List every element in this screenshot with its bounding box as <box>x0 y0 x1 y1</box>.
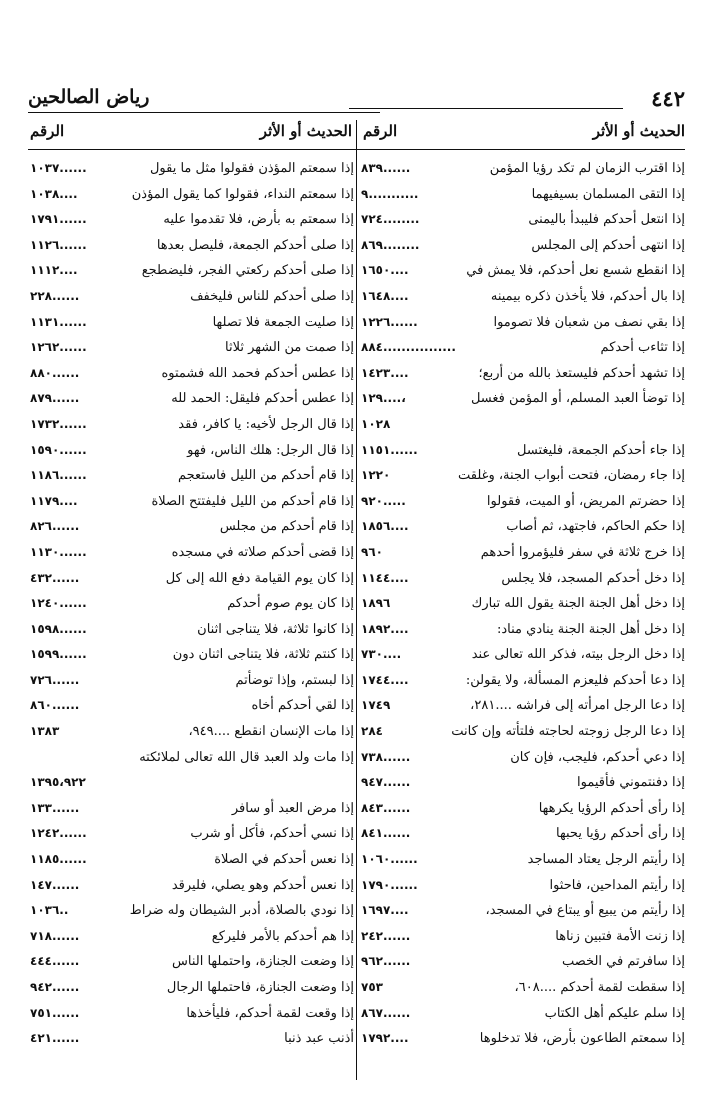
entry-text: إذا دعي أحدكم، فليجب، فإن كان <box>510 749 685 765</box>
index-entry <box>361 593 685 619</box>
entry-number: ٩........... <box>361 186 419 201</box>
index-entry <box>30 747 354 773</box>
entry-number: ١٢٦٢...... <box>30 340 87 355</box>
entry-number: ١٢٤٢...... <box>30 826 87 841</box>
entry-number: ٧٥٣ <box>361 980 383 994</box>
entry-number: ١١٨٥...... <box>30 852 87 867</box>
index-entry <box>30 568 354 594</box>
index-entry <box>361 209 685 235</box>
index-entry <box>30 337 354 363</box>
entry-text: إذا قام أحدكم من الليل فليفتتح الصلاة <box>151 493 354 509</box>
entry-text: إذا بال أحدكم، فلا يأخذن ذكره بيمينه <box>490 288 685 304</box>
entry-text: إذا سمعتم النداء، فقولوا كما يقول المؤذن <box>131 186 354 202</box>
entry-text: إذا انتهى أحدكم إلى المجلس <box>531 237 685 253</box>
entry-text: إذا لقي أحدكم أخاه <box>251 698 354 714</box>
entry-number: ٢٤٢...... <box>361 928 411 943</box>
column-divider <box>356 120 357 1080</box>
entry-text: إذا مات ولد العبد قال الله تعالى لملائكته <box>139 749 354 765</box>
entry-number: ١١١٢.... <box>30 263 78 278</box>
entry-text: إذا لبستم، وإذا توضأتم <box>235 672 354 688</box>
index-entry <box>30 184 354 210</box>
entry-number: ١٨٥٦.... <box>361 519 409 534</box>
index-entry <box>361 542 685 568</box>
entry-number: ١٠٢٨ <box>361 416 391 431</box>
index-entry <box>30 516 354 542</box>
entry-text: إذا قال الرجل لأخيه: يا كافر، فقد <box>178 416 354 432</box>
index-entry <box>30 1028 354 1054</box>
entry-number: ١٥٩٨...... <box>30 621 87 636</box>
entry-number: ١٠٣٨.... <box>30 186 78 201</box>
entry-text: إذا قضى أحدكم صلاته في مسجده <box>171 544 354 560</box>
index-entry <box>30 619 354 645</box>
entry-number: ١١٤٤.... <box>361 570 409 585</box>
entry-number: ٩٦٠ <box>361 544 383 559</box>
entry-text: إذا سمعتم المؤذن فقولوا مثل ما يقول <box>149 161 354 176</box>
entry-text: إذا رأى أحدكم رؤيا يحبها <box>556 826 685 842</box>
index-entry <box>361 798 685 824</box>
entry-text: إذا بقي نصف من شعبان فلا تصوموا <box>493 314 685 330</box>
entry-text: إذا مات الإنسان انقطع ....٩٤٩، <box>188 724 354 740</box>
entry-number: ١١٥١...... <box>361 442 418 457</box>
entry-text: إذا كان يوم صوم أحدكم <box>227 596 354 612</box>
entry-text: إذا انتعل أحدكم فليبدأ باليمنى <box>528 212 685 228</box>
index-entry <box>30 798 354 824</box>
entry-text: إذا صلى أحدكم ركعتي الفجر، فليضطجع <box>141 263 354 279</box>
entry-text: إذا نعس أحدكم في الصلاة <box>214 852 354 868</box>
index-entry <box>30 721 354 747</box>
index-entry <box>361 491 685 517</box>
index-entry <box>361 516 685 542</box>
index-entry <box>361 619 685 645</box>
index-entry <box>361 823 685 849</box>
index-entry <box>30 977 354 1003</box>
entry-text: إذا دعا الرجل زوجته لحاجته فلتأته وإن كانت <box>451 724 685 740</box>
column-header-hadith: الحديث أو الأثر <box>259 122 352 140</box>
entry-number: ١٧٩١...... <box>30 212 87 227</box>
entry-number: ١٧٤٩ <box>361 698 391 713</box>
entry-number: ٨٤٣...... <box>361 800 411 815</box>
index-entry <box>30 465 354 491</box>
index-entry <box>30 312 354 338</box>
entry-number: ٤٣٢...... <box>30 570 80 585</box>
entry-number: ٤٢١...... <box>30 1031 80 1046</box>
entry-number: ١١٢٦...... <box>30 237 87 252</box>
entry-number: ٨٦٩........ <box>361 237 420 252</box>
entry-text: إذا سمعتم الطاعون بأرض، فلا تدخلوها <box>479 1031 685 1047</box>
left-column-header <box>30 120 352 146</box>
entry-number: ٩٢٠..... <box>361 493 406 508</box>
entry-text: إذا خرج ثلاثة في سفر فليؤمروا أحدهم <box>480 544 685 560</box>
index-entry <box>30 209 354 235</box>
entry-number: ١١٨٦...... <box>30 468 87 483</box>
index-entry <box>361 414 685 440</box>
entry-text: إذا دخل أحدكم المسجد، فلا يجلس <box>501 570 685 586</box>
header-rule <box>349 108 623 109</box>
entry-number: ٢٢٨...... <box>30 288 80 303</box>
entry-number: ٧٢٤........ <box>361 212 420 227</box>
entry-text: إذا دعا الرجل امرأته إلى فراشه ....٢٨١، <box>470 698 685 714</box>
entry-number: ١٦٩٧.... <box>361 903 409 918</box>
entry-number: ١٢٤٠...... <box>30 596 87 611</box>
entry-text: إذا صلى أحدكم الجمعة، فليصل بعدها <box>156 237 354 253</box>
entry-number: ٨٧٩...... <box>30 391 80 406</box>
entry-text: إذا قال الرجل: هلك الناس، فهو <box>187 442 354 458</box>
entry-text: إذا رأى أحدكم الرؤيا يكرهها <box>538 800 685 816</box>
entry-text: إذا رأيتم المداحين، فاحثوا <box>549 877 685 893</box>
entry-text: إذا مرض العبد أو سافر <box>231 800 354 816</box>
index-entry <box>361 900 685 926</box>
entry-number: ٧٥١...... <box>30 1005 80 1020</box>
entry-text: إذا وضعت الجنازة، واحتملها الناس <box>172 954 354 970</box>
entry-text: إذا حكم الحاكم، فاجتهد، ثم أصاب <box>506 519 685 535</box>
entry-number: ٧٣٨...... <box>361 749 411 764</box>
entry-text: إذا حضرتم المريض، أو الميت، فقولوا <box>486 493 685 509</box>
entry-text: إذا عطس أحدكم فحمد الله فشمتوه <box>161 365 354 381</box>
entry-number: ٨٤١...... <box>361 826 411 841</box>
index-entry <box>361 951 685 977</box>
column-header-hadith: الحديث أو الأثر <box>592 122 685 140</box>
index-entry <box>30 695 354 721</box>
entry-text: إذا تثاءب أحدكم <box>600 340 685 356</box>
book-title: رياض الصالحين <box>28 86 150 108</box>
index-entry <box>361 977 685 1003</box>
entry-number: ٨٦٧...... <box>361 1005 411 1020</box>
entry-number: ١٦٤٨.... <box>361 288 409 303</box>
index-entry <box>30 363 354 389</box>
entry-text: إذا دخل الرجل بيته، فذكر الله تعالى عند <box>471 647 685 663</box>
entry-text: إذا جاء رمضان، فتحت أبواب الجنة، وغلقت <box>458 468 685 484</box>
entry-number: ١٤٧...... <box>30 877 80 892</box>
entry-number: ١٠٦٠...... <box>361 852 418 867</box>
entry-number: ١٢٢٦...... <box>361 314 418 329</box>
entry-text: إذا سقطت لقمة أحدكم ....٦٠٨، <box>514 980 685 995</box>
index-entry <box>361 235 685 261</box>
index-entry <box>30 670 354 696</box>
index-entry <box>361 465 685 491</box>
entry-text: إذا زنت الأمة فتبين زناها <box>555 928 685 944</box>
entry-text: إذا سافرتم في الخصب <box>562 954 685 970</box>
entry-text: إذا دعا أحدكم فليعزم المسألة، ولا يقولن: <box>465 672 685 688</box>
entry-number: ١٠٣٦.. <box>30 903 69 918</box>
index-entry <box>361 772 685 798</box>
entry-text: إذا نعس أحدكم وهو يصلي، فليرقد <box>171 877 354 893</box>
entry-number: ٢٨٤ <box>361 724 383 739</box>
entry-number: ٧١٨...... <box>30 928 80 943</box>
entry-number: ١٥٩٩...... <box>30 647 87 662</box>
entry-number: ٩٤٧...... <box>361 775 411 790</box>
index-entry <box>30 926 354 952</box>
entry-text: إذا دخل أهل الجنة الجنة يقول الله تبارك <box>471 596 685 612</box>
index-entry <box>361 747 685 773</box>
entry-text: إذا عطس أحدكم فليقل: الحمد لله <box>171 391 354 407</box>
entry-number: ٧٣٠.... <box>361 647 402 662</box>
entry-text: إذا صلى أحدكم للناس فليخفف <box>190 288 354 304</box>
index-entry <box>30 951 354 977</box>
page-header <box>28 86 685 120</box>
index-entry <box>361 721 685 747</box>
index-entry <box>361 849 685 875</box>
entry-text: إذا كانوا ثلاثة، فلا يتناجى اثنان <box>197 621 354 637</box>
index-entry <box>30 849 354 875</box>
entry-number: ١٧٣٢...... <box>30 416 87 431</box>
index-entry <box>30 593 354 619</box>
entry-number: ١٧٩٢.... <box>361 1031 409 1046</box>
entry-text: إذا جاء أحدكم الجمعة، فليغتسل <box>517 442 685 458</box>
entry-number: ١٤٢٣.... <box>361 365 409 380</box>
entry-text: إذا التقى المسلمان بسيفيهما <box>531 186 685 202</box>
entry-number: ١٨٩٦ <box>361 596 391 611</box>
entry-text: إذا كان يوم القيامة دفع الله إلى كل <box>165 570 354 586</box>
column-header-number: الرقم <box>363 122 398 140</box>
entry-text: إذا هم أحدكم بالأمر فليركع <box>211 928 354 944</box>
index-entry <box>361 158 685 184</box>
entry-text: إذا نودي بالصلاة، أدبر الشيطان وله ضراط <box>129 903 354 919</box>
entry-number: ١٢٩....، <box>361 391 406 406</box>
index-entry <box>30 1003 354 1029</box>
entry-number: ١٥٩٠...... <box>30 442 87 457</box>
entry-text: إذا صليت الجمعة فلا تصلها <box>212 314 354 330</box>
entry-text: أذنب عبد ذنبا <box>284 1031 354 1047</box>
entry-number: ٩٤٢...... <box>30 980 80 994</box>
entry-text: إذا صمت من الشهر ثلاثا <box>224 340 354 356</box>
entry-text: إذا تشهد أحدكم فليستعذ بالله من أربع؛ <box>478 365 685 381</box>
index-entry <box>30 440 354 466</box>
index-entry <box>361 440 685 466</box>
index-entry <box>361 695 685 721</box>
entry-number: ١٢٢٠ <box>361 468 391 483</box>
entry-number: ١١٧٩.... <box>30 493 78 508</box>
page-number: ٤٤٢ <box>651 86 685 111</box>
entry-number: ١٧٤٤.... <box>361 672 409 687</box>
entry-text: إذا نسي أحدكم، فأكل أو شرب <box>190 826 354 842</box>
index-entry <box>361 1028 685 1054</box>
entry-text: إذا سمعتم به بأرض، فلا تقدموا عليه <box>163 212 354 228</box>
column-header-number: الرقم <box>30 122 65 140</box>
index-entry <box>361 286 685 312</box>
index-entry <box>30 491 354 517</box>
index-entry <box>361 337 685 363</box>
entry-text: إذا اقترب الزمان لم تكد رؤيا المؤمن <box>489 161 685 176</box>
entry-text: إذا رأيتم الرجل يعتاد المساجد <box>527 852 685 868</box>
index-entry <box>30 414 354 440</box>
index-entry <box>30 158 354 184</box>
index-entry <box>30 875 354 901</box>
entry-text: إذا كنتم ثلاثة، فلا يتناجى اثنان دون <box>172 647 354 663</box>
index-entry <box>361 568 685 594</box>
entry-text: إذا سلم عليكم أهل الكتاب <box>544 1005 685 1021</box>
entry-number: ٨٢٦...... <box>30 519 80 534</box>
entry-number: ١٧٩٠...... <box>361 877 418 892</box>
index-entry <box>361 926 685 952</box>
left-column <box>30 158 354 1054</box>
index-entry <box>30 900 354 926</box>
index-entry <box>361 363 685 389</box>
entry-number: ٧٢٦...... <box>30 672 80 687</box>
entry-text: إذا رأيتم من يبيع أو يبتاع في المسجد، <box>485 903 685 919</box>
index-entry <box>30 286 354 312</box>
entry-number: ٨٨٤................ <box>361 340 456 355</box>
entry-number: ١٨٩٢.... <box>361 621 409 636</box>
entry-number: ١٠٣٧...... <box>30 161 87 175</box>
entry-number: ٩٦٢...... <box>361 954 411 969</box>
header-rule <box>28 112 380 113</box>
index-entry <box>30 644 354 670</box>
index-entry <box>361 875 685 901</box>
entry-text: إذا دخل أهل الجنة الجنة ينادي مناد: <box>497 621 685 637</box>
entry-number: ١٣٩٥،٩٢٢ <box>30 775 86 790</box>
index-entry <box>30 772 354 798</box>
index-entry <box>361 388 685 414</box>
index-entry <box>361 312 685 338</box>
index-entry <box>361 184 685 210</box>
entry-number: ١٦٥٠.... <box>361 263 409 278</box>
entry-text: إذا قام أحدكم من مجلس <box>219 519 354 535</box>
entry-text: إذا وضعت الجنازة، فاحتملها الرجال <box>166 980 354 995</box>
index-entry <box>361 670 685 696</box>
entry-text: إذا قام أحدكم من الليل فاستعجم <box>177 468 354 484</box>
entry-number: ١١٣٠...... <box>30 544 87 559</box>
index-entry <box>30 388 354 414</box>
index-entry <box>361 1003 685 1029</box>
entry-text: إذا انقطع شسع نعل أحدكم، فلا يمش في <box>466 263 685 279</box>
right-column <box>361 158 685 1054</box>
right-column-header <box>363 120 685 146</box>
index-entry <box>30 542 354 568</box>
entry-text: إذا توضأ العبد المسلم، أو المؤمن فغسل <box>470 391 685 407</box>
entry-number: ١٣٨٣ <box>30 724 60 739</box>
entry-number: ٨٣٩...... <box>361 161 411 175</box>
index-entry <box>361 644 685 670</box>
index-entry <box>30 260 354 286</box>
entry-text: إذا دفنتموني فأقيموا <box>577 775 685 791</box>
entry-number: ١٣٣...... <box>30 800 80 815</box>
entry-text: إذا وقعت لقمة أحدكم، فليأخذها <box>186 1005 354 1021</box>
entry-number: ١١٣١...... <box>30 314 87 329</box>
index-entry <box>30 823 354 849</box>
entry-number: ٤٤٤...... <box>30 954 80 969</box>
index-entry <box>30 235 354 261</box>
entry-number: ٨٨٠...... <box>30 365 80 380</box>
entry-number: ٨٦٠...... <box>30 698 80 713</box>
index-entry <box>361 260 685 286</box>
